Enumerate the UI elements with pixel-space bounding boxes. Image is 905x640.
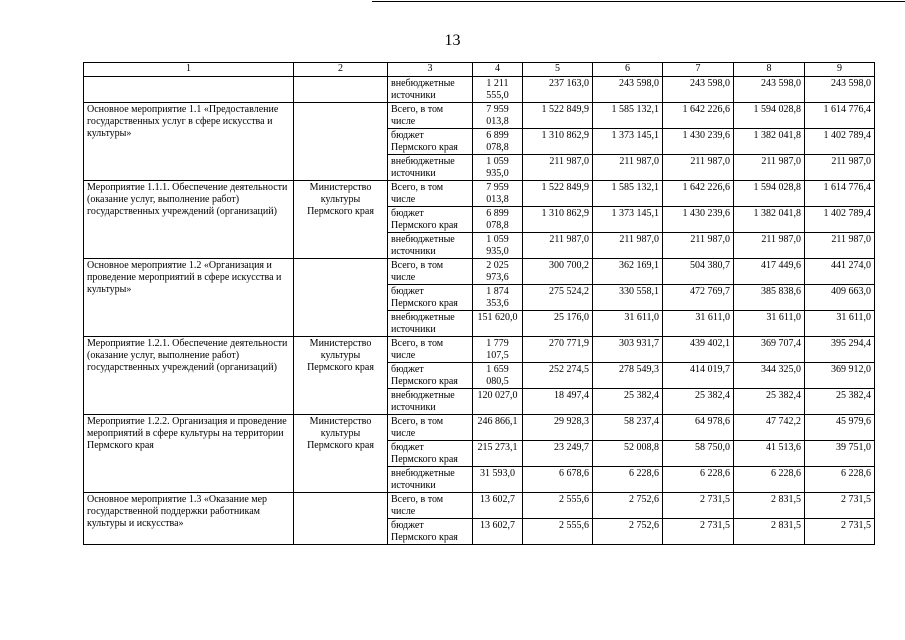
total-value: 13 602,7 bbox=[473, 519, 523, 545]
year-value: 243 598,0 bbox=[805, 77, 875, 103]
year-value: 237 163,0 bbox=[523, 77, 593, 103]
year-value: 211 987,0 bbox=[663, 155, 734, 181]
year-value: 1 430 239,6 bbox=[663, 207, 734, 233]
column-header: 6 bbox=[593, 63, 663, 77]
year-value: 31 611,0 bbox=[805, 311, 875, 337]
year-value: 252 274,5 bbox=[523, 363, 593, 389]
funding-source: бюджет Пермского края bbox=[388, 285, 473, 311]
funding-source: Всего, в том числе bbox=[388, 259, 473, 285]
funding-source: Всего, в том числе bbox=[388, 415, 473, 441]
year-value: 369 912,0 bbox=[805, 363, 875, 389]
year-value: 439 402,1 bbox=[663, 337, 734, 363]
funding-source: бюджет Пермского края bbox=[388, 207, 473, 233]
activity-name bbox=[84, 77, 294, 103]
total-value: 1 059 935,0 bbox=[473, 233, 523, 259]
funding-source: Всего, в том числе bbox=[388, 493, 473, 519]
year-value: 441 274,0 bbox=[805, 259, 875, 285]
table-row bbox=[84, 103, 875, 129]
total-value: 151 620,0 bbox=[473, 311, 523, 337]
year-value: 211 987,0 bbox=[523, 155, 593, 181]
table-row bbox=[84, 259, 875, 285]
year-value: 25 382,4 bbox=[805, 389, 875, 415]
year-value: 1 594 028,8 bbox=[734, 103, 805, 129]
funding-source: бюджет Пермского края bbox=[388, 363, 473, 389]
year-value: 243 598,0 bbox=[663, 77, 734, 103]
year-value: 6 228,6 bbox=[805, 467, 875, 493]
total-value: 1 659 080,5 bbox=[473, 363, 523, 389]
top-rule bbox=[372, 1, 905, 2]
funding-source: бюджет Пермского края bbox=[388, 129, 473, 155]
activity-name: Основное мероприятие 1.1 «Предоставление государственных услуг в сфере искусства и культуры» bbox=[84, 103, 294, 181]
year-value: 58 750,0 bbox=[663, 441, 734, 467]
year-value: 1 430 239,6 bbox=[663, 129, 734, 155]
year-value: 2 731,5 bbox=[805, 493, 875, 519]
year-value: 1 522 849,9 bbox=[523, 181, 593, 207]
funding-source: Всего, в том числе bbox=[388, 337, 473, 363]
year-value: 300 700,2 bbox=[523, 259, 593, 285]
funding-source: внебюджетные источники bbox=[388, 155, 473, 181]
table-row bbox=[84, 493, 875, 519]
year-value: 45 979,6 bbox=[805, 415, 875, 441]
year-value: 504 380,7 bbox=[663, 259, 734, 285]
year-value: 1 373 145,1 bbox=[593, 129, 663, 155]
year-value: 1 310 862,9 bbox=[523, 129, 593, 155]
column-header: 1 bbox=[84, 63, 294, 77]
total-value: 1 211 555,0 bbox=[473, 77, 523, 103]
year-value: 25 382,4 bbox=[734, 389, 805, 415]
year-value: 211 987,0 bbox=[734, 155, 805, 181]
table-row bbox=[84, 337, 875, 363]
column-header: 4 bbox=[473, 63, 523, 77]
year-value: 1 382 041,8 bbox=[734, 129, 805, 155]
year-value: 1 594 028,8 bbox=[734, 181, 805, 207]
column-header: 9 bbox=[805, 63, 875, 77]
year-value: 1 310 862,9 bbox=[523, 207, 593, 233]
funding-source: внебюджетные источники bbox=[388, 467, 473, 493]
year-value: 243 598,0 bbox=[593, 77, 663, 103]
year-value: 369 707,4 bbox=[734, 337, 805, 363]
year-value: 362 169,1 bbox=[593, 259, 663, 285]
year-value: 275 524,2 bbox=[523, 285, 593, 311]
executor: Министерство культуры Пермского края bbox=[294, 415, 388, 493]
executor bbox=[294, 77, 388, 103]
year-value: 1 402 789,4 bbox=[805, 207, 875, 233]
year-value: 2 752,6 bbox=[593, 493, 663, 519]
total-value: 7 959 013,8 bbox=[473, 103, 523, 129]
year-value: 2 731,5 bbox=[805, 519, 875, 545]
funding-source: бюджет Пермского края bbox=[388, 441, 473, 467]
year-value: 409 663,0 bbox=[805, 285, 875, 311]
year-value: 2 752,6 bbox=[593, 519, 663, 545]
year-value: 25 382,4 bbox=[663, 389, 734, 415]
column-header: 2 bbox=[294, 63, 388, 77]
year-value: 31 611,0 bbox=[593, 311, 663, 337]
funding-source: внебюджетные источники bbox=[388, 311, 473, 337]
total-value: 31 593,0 bbox=[473, 467, 523, 493]
executor bbox=[294, 259, 388, 337]
total-value: 1 874 353,6 bbox=[473, 285, 523, 311]
year-value: 31 611,0 bbox=[734, 311, 805, 337]
total-value: 1 059 935,0 bbox=[473, 155, 523, 181]
year-value: 2 555,6 bbox=[523, 493, 593, 519]
year-value: 29 928,3 bbox=[523, 415, 593, 441]
year-value: 2 731,5 bbox=[663, 493, 734, 519]
funding-source: внебюджетные источники bbox=[388, 77, 473, 103]
year-value: 6 228,6 bbox=[663, 467, 734, 493]
year-value: 1 373 145,1 bbox=[593, 207, 663, 233]
year-value: 211 987,0 bbox=[593, 155, 663, 181]
year-value: 47 742,2 bbox=[734, 415, 805, 441]
year-value: 243 598,0 bbox=[734, 77, 805, 103]
table-row bbox=[84, 415, 875, 441]
executor: Министерство культуры Пермского края bbox=[294, 337, 388, 415]
year-value: 1 382 041,8 bbox=[734, 207, 805, 233]
year-value: 6 228,6 bbox=[593, 467, 663, 493]
year-value: 211 987,0 bbox=[805, 233, 875, 259]
year-value: 1 614 776,4 bbox=[805, 103, 875, 129]
total-value: 1 779 107,5 bbox=[473, 337, 523, 363]
year-value: 2 731,5 bbox=[663, 519, 734, 545]
funding-source: Всего, в том числе bbox=[388, 103, 473, 129]
year-value: 41 513,6 bbox=[734, 441, 805, 467]
column-header: 5 bbox=[523, 63, 593, 77]
year-value: 2 831,5 bbox=[734, 519, 805, 545]
year-value: 6 228,6 bbox=[734, 467, 805, 493]
table-row bbox=[84, 181, 875, 207]
year-value: 25 176,0 bbox=[523, 311, 593, 337]
year-value: 6 678,6 bbox=[523, 467, 593, 493]
year-value: 1 614 776,4 bbox=[805, 181, 875, 207]
year-value: 211 987,0 bbox=[523, 233, 593, 259]
year-value: 23 249,7 bbox=[523, 441, 593, 467]
activity-name: Основное мероприятие 1.3 «Оказание мер государственной поддержки работникам культуры и искусства» bbox=[84, 493, 294, 545]
year-value: 2 555,6 bbox=[523, 519, 593, 545]
executor bbox=[294, 103, 388, 181]
activity-name: Мероприятие 1.2.2. Организация и проведение мероприятий в сфере культуры на территории Пермского края bbox=[84, 415, 294, 493]
year-value: 414 019,7 bbox=[663, 363, 734, 389]
year-value: 278 549,3 bbox=[593, 363, 663, 389]
year-value: 1 402 789,4 bbox=[805, 129, 875, 155]
year-value: 211 987,0 bbox=[663, 233, 734, 259]
year-value: 211 987,0 bbox=[734, 233, 805, 259]
funding-source: бюджет Пермского края bbox=[388, 519, 473, 545]
executor: Министерство культуры Пермского края bbox=[294, 181, 388, 259]
year-value: 1 642 226,6 bbox=[663, 103, 734, 129]
year-value: 211 987,0 bbox=[593, 233, 663, 259]
column-header: 3 bbox=[388, 63, 473, 77]
total-value: 120 027,0 bbox=[473, 389, 523, 415]
table-row bbox=[84, 77, 875, 103]
year-value: 1 642 226,6 bbox=[663, 181, 734, 207]
total-value: 246 866,1 bbox=[473, 415, 523, 441]
year-value: 1 585 132,1 bbox=[593, 103, 663, 129]
year-value: 31 611,0 bbox=[663, 311, 734, 337]
funding-source: внебюджетные источники bbox=[388, 233, 473, 259]
year-value: 344 325,0 bbox=[734, 363, 805, 389]
activity-name: Мероприятие 1.2.1. Обеспечение деятельности (оказание услуг, выполнение работ) государственных учреждений (организаций) bbox=[84, 337, 294, 415]
year-value: 330 558,1 bbox=[593, 285, 663, 311]
total-value: 2 025 973,6 bbox=[473, 259, 523, 285]
executor bbox=[294, 493, 388, 545]
year-value: 64 978,6 bbox=[663, 415, 734, 441]
column-header: 8 bbox=[734, 63, 805, 77]
year-value: 472 769,7 bbox=[663, 285, 734, 311]
year-value: 39 751,0 bbox=[805, 441, 875, 467]
year-value: 303 931,7 bbox=[593, 337, 663, 363]
year-value: 385 838,6 bbox=[734, 285, 805, 311]
year-value: 270 771,9 bbox=[523, 337, 593, 363]
page-number: 13 bbox=[444, 32, 461, 49]
year-value: 395 294,4 bbox=[805, 337, 875, 363]
funding-source: внебюджетные источники bbox=[388, 389, 473, 415]
year-value: 25 382,4 bbox=[593, 389, 663, 415]
year-value: 18 497,4 bbox=[523, 389, 593, 415]
year-value: 1 585 132,1 bbox=[593, 181, 663, 207]
total-value: 7 959 013,8 bbox=[473, 181, 523, 207]
funding-source: Всего, в том числе bbox=[388, 181, 473, 207]
year-value: 417 449,6 bbox=[734, 259, 805, 285]
year-value: 58 237,4 bbox=[593, 415, 663, 441]
year-value: 211 987,0 bbox=[805, 155, 875, 181]
year-value: 52 008,8 bbox=[593, 441, 663, 467]
total-value: 6 899 078,8 bbox=[473, 129, 523, 155]
total-value: 6 899 078,8 bbox=[473, 207, 523, 233]
activity-name: Мероприятие 1.1.1. Обеспечение деятельности (оказание услуг, выполнение работ) государственных учреждений (организаций) bbox=[84, 181, 294, 259]
total-value: 13 602,7 bbox=[473, 493, 523, 519]
budget-table bbox=[83, 62, 875, 545]
activity-name: Основное мероприятие 1.2 «Организация и проведение мероприятий в сфере искусства и культуры» bbox=[84, 259, 294, 337]
year-value: 2 831,5 bbox=[734, 493, 805, 519]
year-value: 1 522 849,9 bbox=[523, 103, 593, 129]
column-header: 7 bbox=[663, 63, 734, 77]
total-value: 215 273,1 bbox=[473, 441, 523, 467]
header-row bbox=[84, 63, 875, 77]
